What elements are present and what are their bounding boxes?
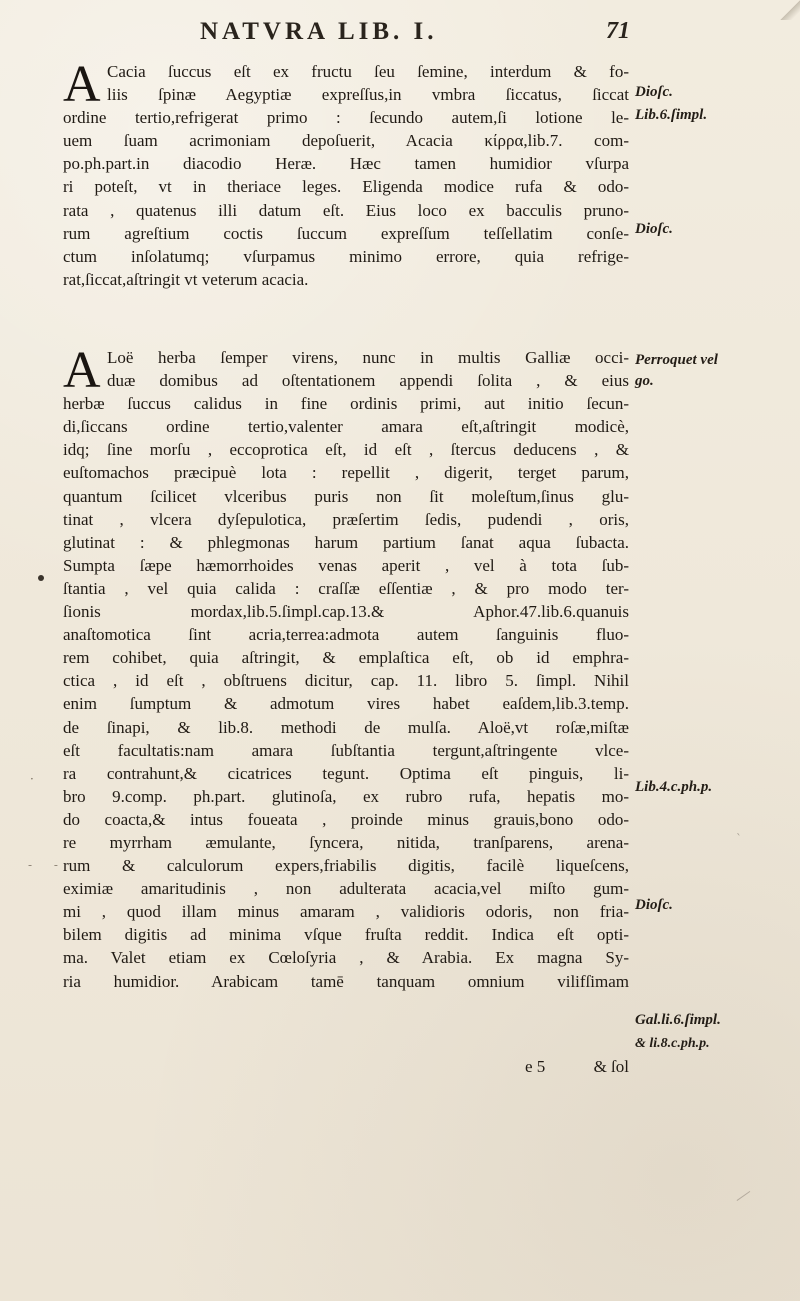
running-title: NATVRA LIB. I. [200, 18, 438, 45]
text-line: bro 9.comp. ph.part. glutinoſa, ex rubro rufa, hepatis mo- [63, 786, 629, 806]
text-line-last: rat,ſiccat,aſtringit vt veterum acacia. [63, 269, 309, 289]
margin-note-dioscorides: Dioſc. [635, 897, 673, 913]
text-line: Cacia ſuccus eſt ex fructu ſeu ſemine, interdum & fo- [107, 62, 629, 81]
dropcap-a: A [63, 56, 101, 113]
text-line: herbæ ſuccus calidus in fine ordinis primi, aut initio ſecun- [63, 394, 629, 414]
text-line: ra contrahunt,& cicatrices tegunt. Optima eſt pinguis, li- [63, 763, 629, 783]
slash-mark [737, 1191, 760, 1214]
text-line: euſtomachos præcipuè lota : repellit , digerit, terget parum, [63, 463, 629, 483]
text-line: re myrrham æmulante, ſyncera, nitida, tranſparens, arena- [63, 832, 629, 852]
text-line: bilem digitis ad minima vſque fruſta reddit. Indica eſt opti- [63, 925, 629, 945]
text-line: eximiæ amaritudinis , non adulterata acacia,vel miſto gum- [63, 879, 629, 899]
footer-line [63, 1057, 629, 1081]
text-line: ma. Valet etiam ex Cœloſyria , & Arabia. Ex magna Sy- [63, 948, 629, 968]
margin-note-dioscorides: Dioſc. [635, 221, 673, 237]
text-line: enim ſumptum & admotum vires habet eaſdem,lib.3.temp. [63, 694, 629, 714]
text-line: uem ſuam acrimoniam depoſuerit, Acacia κίρρα,lib.7. com- [63, 131, 629, 151]
text-line: rem cohibet, quia aſtringit, & emplaſtica eſt, ob id emphra- [63, 648, 629, 668]
text-line: po.ph.part.in diacodio Heræ. Hæc tamen humidior vſurpa [63, 154, 629, 174]
margin-note-perroquet: Perroquet vel [635, 352, 718, 368]
dropcap-a: A [63, 342, 101, 399]
margin-dash-mark: - - [28, 858, 67, 872]
margin-note-galen: Gal.li.6.ſimpl. [635, 1012, 721, 1028]
text-line: ſtantia , vel quia calida : craſſæ eſſentiæ , & pro modo ter- [63, 578, 629, 598]
text-line: ordine tertio,refrigerat primo : ſecundo autem,ſi lotione le- [63, 108, 629, 128]
text-line: Sumpta ſæpe hæmorrhoides venas aperit , vel à tota ſub- [63, 555, 629, 575]
text-line: liis ſpinæ Aegyptiæ expreſſus,in vmbra ſiccatus, ſiccat [107, 85, 629, 105]
text-line: tinat , vlcera dyſepulotica, præſertim ſedis, pudendi , oris, [63, 509, 629, 529]
text-line: ctum inſolatumq; vſurpamus minimo errore, quia refrige- [63, 246, 629, 266]
margin-note-li8: & li.8.c.ph.p. [635, 1036, 710, 1051]
paragraph-aloe [63, 342, 629, 993]
text-line: ctica , id eſt , obſtruens dicitur, cap. 11. libro 5. ſimpl. Nihil [63, 671, 629, 691]
text-line: rata , quatenus illi datum eſt. Eius loco ex bacculis pruno- [63, 200, 629, 220]
margin-dot-mark [38, 575, 44, 581]
text-line: mi , quod illam minus amaram , validioris odoris, non fria- [63, 902, 629, 922]
margin-note-lib4: Lib.4.c.ph.p. [635, 779, 713, 795]
text-line: rum & calculorum expers,friabilis digitis, facilè liqueſcens, [63, 856, 629, 876]
text-line: duæ domibus ad oſtentationem appendi ſolita , & eius [107, 371, 629, 391]
margin-note-go: go. [635, 373, 654, 389]
stray-mark: ˋ [736, 832, 742, 846]
text-line: idq; ſine morſu , eccoprotica eſt, id eſt , ſtercus deducens , & [63, 440, 629, 460]
text-line: rum agreſtium coctis ſuccum expreſſum teſſellatim conſe- [63, 223, 629, 243]
text-line: de ſinapi, & lib.8. methodi de mulſa. Aloë,vt roſæ,miſtæ [63, 717, 629, 737]
text-line: glutinat : & phlegmonas harum partium ſanat aqua ſubacta. [63, 532, 629, 552]
margin-note-dioscorides: Dioſc. [635, 84, 673, 100]
paragraph-acacia [63, 56, 629, 291]
text-line: quantum ſcilicet vlceribus puris non ſit moleſtum,ſinus glu- [63, 486, 629, 506]
text-line: ſionis mordax,lib.5.ſimpl.cap.13.& Aphor.47.lib.6.quanuis [63, 602, 629, 622]
text-line: do coacta,& intus foueata , proinde minus grauis,bono odo- [63, 809, 629, 829]
text-line: eſt facultatis:nam amara ſubſtantia tergunt,aſtringente vlce- [63, 740, 629, 760]
text-line: Loë herba ſemper virens, nunc in multis Galliæ occi- [107, 348, 629, 367]
text-line: anaſtomotica ſint acria,terrea:admota autem ſanguinis fluo- [63, 625, 629, 645]
text-line: ri poteſt, vt in theriace leges. Eligenda modice rufa & odo- [63, 177, 629, 197]
signature-mark: e 5 [525, 1057, 546, 1076]
text-line: di,ſiccans ordine tertio,valenter amara eſt,aſtringit modicè, [63, 417, 629, 437]
page-number: 71 [606, 18, 630, 44]
margin-tick-mark: · [30, 772, 34, 786]
page-corner-mark [780, 0, 800, 20]
margin-note-simpl: Lib.6.ſimpl. [635, 107, 708, 123]
text-line: ria humidior. Arabicam tamē tanquam omnium vilifſimam [63, 971, 629, 991]
catchword: & ſol [593, 1057, 629, 1076]
running-head [200, 18, 630, 52]
